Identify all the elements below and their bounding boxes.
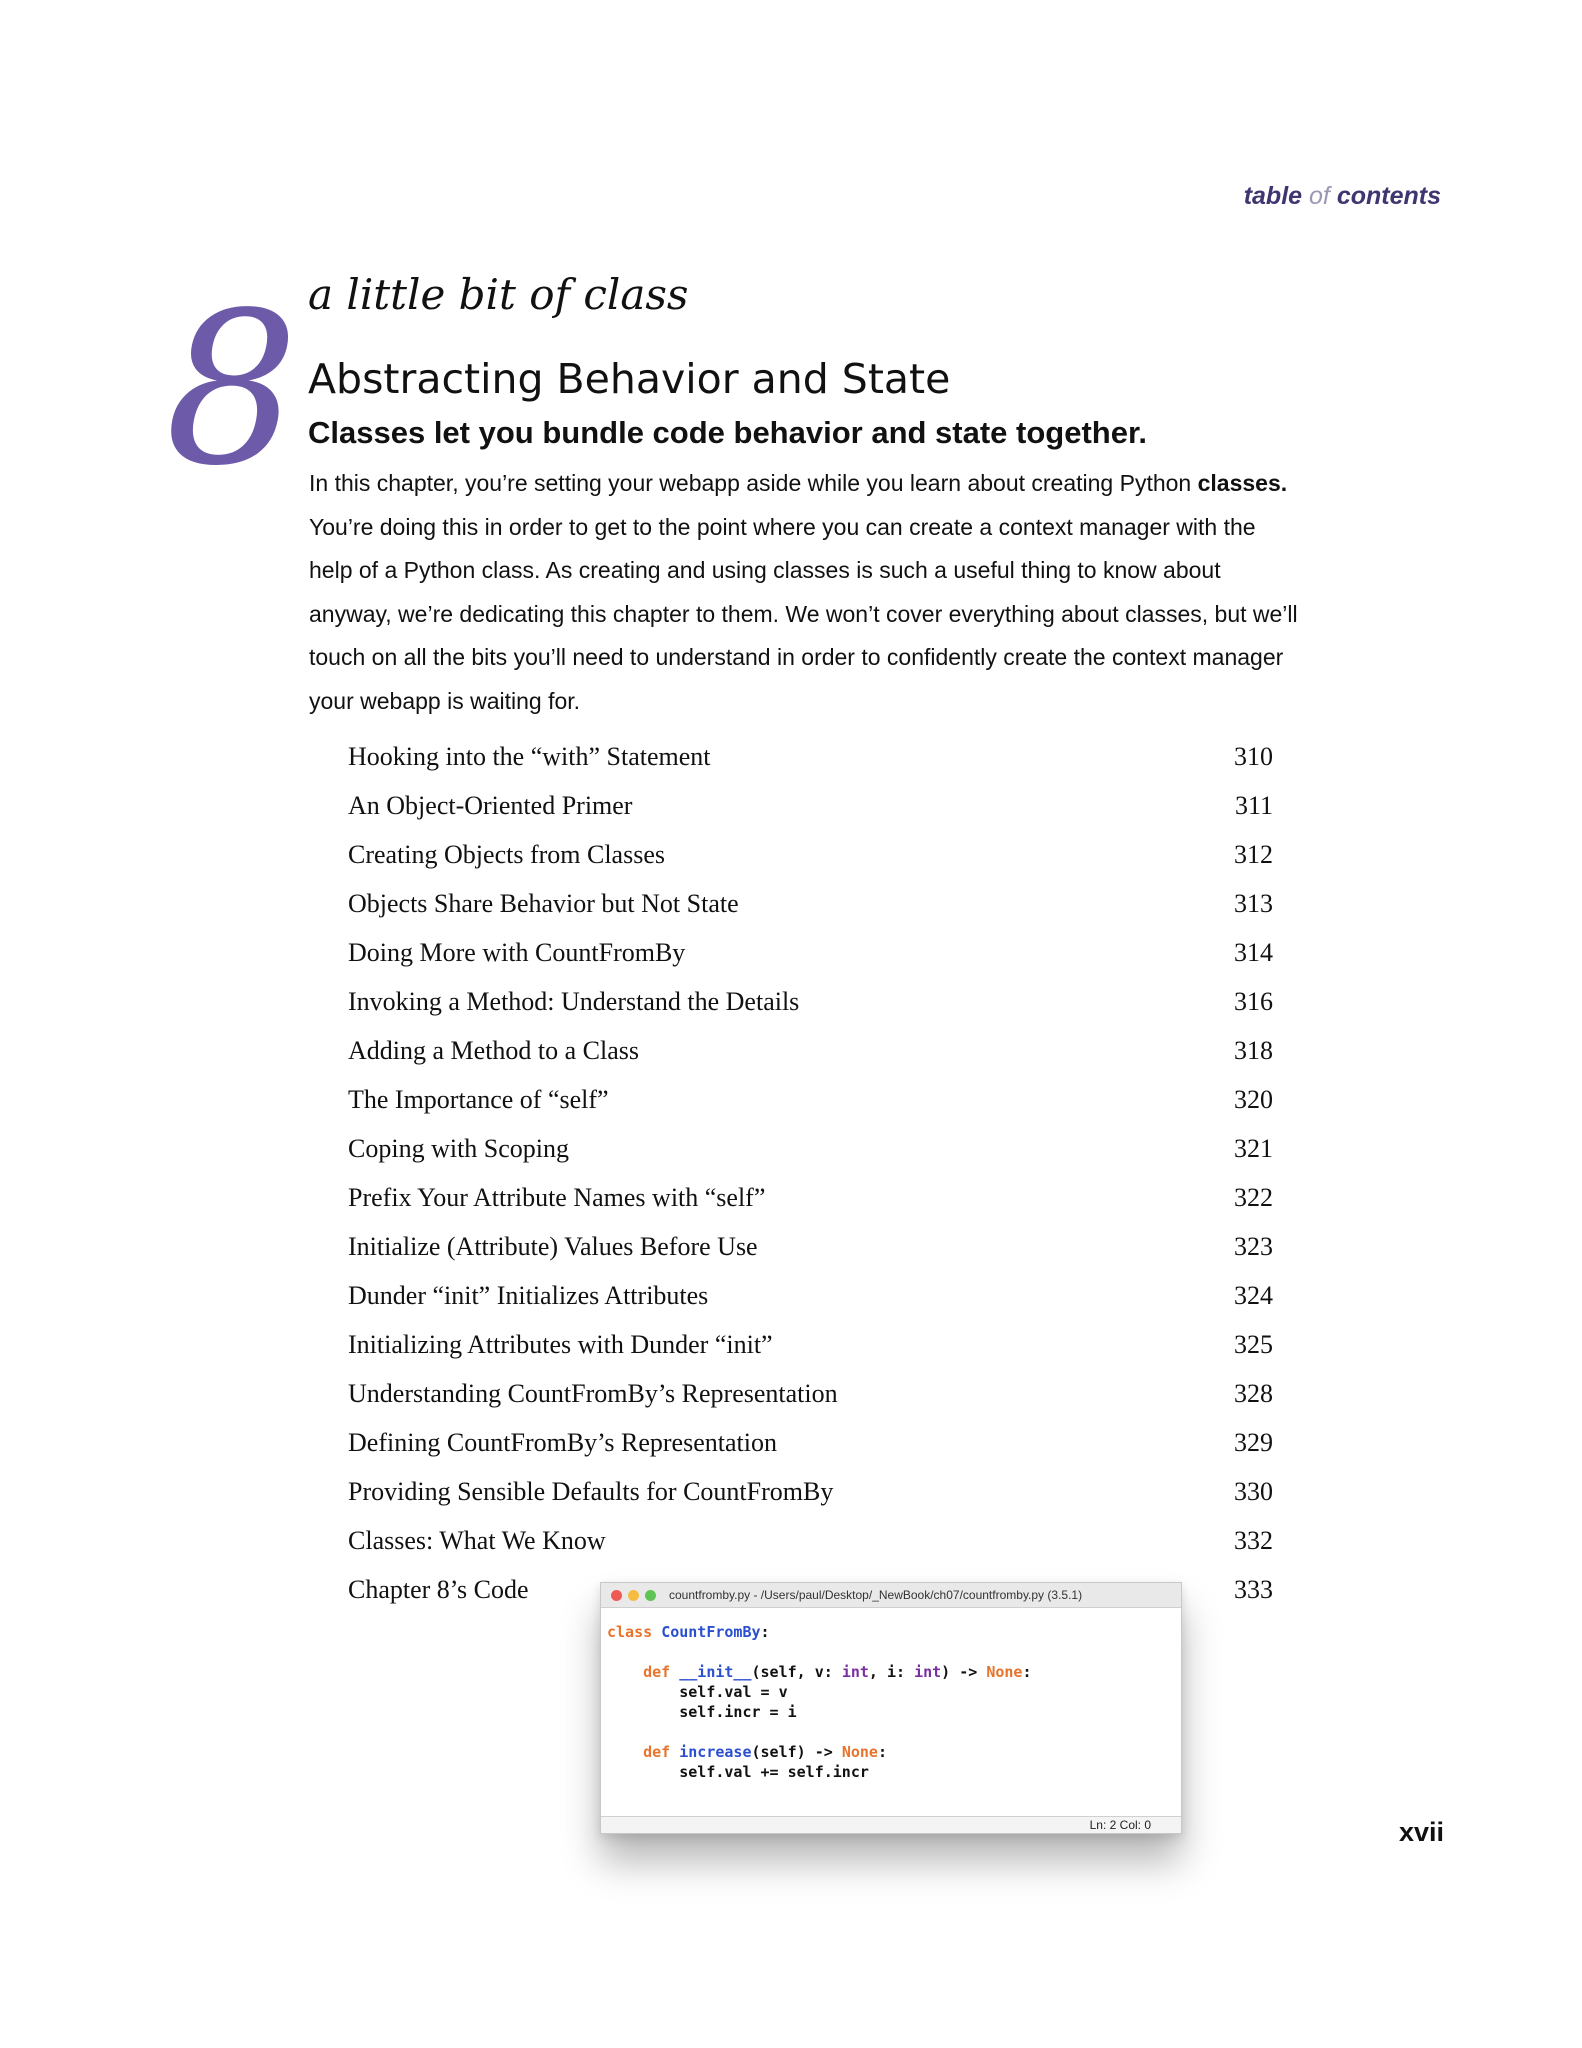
code-line: def __init__(self, v: int, i: int) -> None: — [643, 1663, 1032, 1681]
toc-entry[interactable] — [348, 781, 1273, 830]
code-window-titlebar — [601, 1583, 1181, 1608]
code-line: self.val = v — [679, 1683, 788, 1701]
cursor-position: Ln: 2 Col: 0 — [1089, 1818, 1151, 1832]
toc-entry-title: Doing More with CountFromBy — [348, 938, 686, 967]
toc-entry[interactable] — [348, 879, 1273, 928]
toc-entry[interactable] — [348, 1222, 1273, 1271]
minimize-window-icon[interactable] — [628, 1590, 639, 1601]
code-line: def increase(self) -> None: — [643, 1743, 887, 1761]
zoom-window-icon[interactable] — [645, 1590, 656, 1601]
toc-entry-page: 328 — [1234, 1379, 1273, 1408]
toc-entry-title: The Importance of “self” — [348, 1085, 609, 1114]
toc-entry-page: 316 — [1234, 987, 1273, 1016]
toc-entry-title: Adding a Method to a Class — [348, 1036, 640, 1065]
running-header-table: table — [1243, 182, 1303, 210]
toc-entry[interactable] — [348, 1418, 1273, 1467]
toc-entry[interactable] — [348, 1320, 1273, 1369]
toc-entry-page: 310 — [1234, 742, 1273, 771]
toc-entry[interactable] — [348, 1516, 1273, 1565]
chapter-title: Abstracting Behavior and State — [308, 355, 951, 403]
code-line: self.incr = i — [679, 1703, 797, 1721]
toc-entry-title: Defining CountFromBy’s Representation — [348, 1428, 777, 1457]
toc-entry-title: Objects Share Behavior but Not State — [348, 889, 739, 918]
intro-line: help of a Python class. As creating and using classes is such a useful thing to know about — [309, 557, 1221, 584]
toc-entry[interactable] — [348, 1271, 1273, 1320]
toc-entry-page: 312 — [1234, 840, 1273, 869]
toc-list — [348, 732, 1273, 1614]
chapter-number: 8 — [165, 267, 299, 512]
toc-entry[interactable] — [348, 1369, 1273, 1418]
toc-entry-title: Providing Sensible Defaults for CountFromBy — [348, 1477, 834, 1506]
toc-entry-title: Creating Objects from Classes — [348, 840, 665, 869]
code-line: class CountFromBy: — [607, 1623, 770, 1641]
toc-entry-title: Prefix Your Attribute Names with “self” — [348, 1183, 766, 1212]
intro-bold-word: classes. — [1197, 470, 1288, 496]
toc-entry-title: Invoking a Method: Understand the Details — [348, 987, 800, 1016]
page-number: xvii — [1398, 1817, 1444, 1847]
toc-entry-page: 318 — [1234, 1036, 1273, 1065]
toc-entry-page: 323 — [1234, 1232, 1273, 1261]
running-header — [1244, 182, 1441, 211]
code-editor-body[interactable] — [601, 1608, 1181, 1782]
toc-entry[interactable] — [348, 1075, 1273, 1124]
toc-entry-title: Dunder “init” Initializes Attributes — [348, 1281, 709, 1310]
toc-entry-title: Classes: What We Know — [348, 1526, 606, 1555]
intro-line: touch on all the bits you’ll need to understand in order to confidently create the context manager — [309, 644, 1284, 671]
toc-entry-page: 321 — [1234, 1134, 1273, 1163]
toc-entry-page: 330 — [1234, 1477, 1273, 1506]
toc-entry-title: An Object-Oriented Primer — [348, 791, 633, 820]
toc-entry[interactable] — [348, 1026, 1273, 1075]
toc-entry[interactable] — [348, 1467, 1273, 1516]
toc-entry-page: 314 — [1234, 938, 1273, 967]
toc-entry-page: 320 — [1234, 1085, 1273, 1114]
running-header-contents: contents — [1336, 182, 1441, 210]
toc-entry-title: Coping with Scoping — [348, 1134, 570, 1163]
toc-entry-page: 313 — [1234, 889, 1273, 918]
toc-entry-page: 325 — [1234, 1330, 1273, 1359]
toc-entry[interactable] — [348, 1173, 1273, 1222]
code-editor-window — [600, 1582, 1182, 1834]
toc-entry-page: 322 — [1234, 1183, 1273, 1212]
toc-entry[interactable] — [348, 830, 1273, 879]
chapter-subtitle: Classes let you bundle code behavior and state together. — [308, 415, 1147, 450]
toc-entry-page: 324 — [1234, 1281, 1273, 1310]
intro-line: In this chapter, you’re setting your webapp aside while you learn about creating Python classes. — [309, 470, 1288, 496]
toc-entry-title: Initialize (Attribute) Values Before Use — [348, 1232, 758, 1261]
toc-entry-title: Initializing Attributes with Dunder “init” — [348, 1330, 773, 1359]
toc-entry[interactable] — [348, 1124, 1273, 1173]
toc-entry-title: Understanding CountFromBy’s Representation — [348, 1379, 838, 1408]
chapter-kicker: a little bit of class — [308, 270, 689, 319]
code-status-bar — [601, 1816, 1181, 1833]
code-line — [607, 1642, 1175, 1662]
intro-line: anyway, we’re dedicating this chapter to them. We won’t cover everything about classes, but we’ll — [309, 600, 1298, 627]
code-line: self.val += self.incr — [679, 1763, 869, 1781]
code-line — [607, 1722, 1175, 1742]
toc-entry-title: Chapter 8’s Code — [348, 1575, 529, 1604]
toc-entry-page: 329 — [1234, 1428, 1273, 1457]
running-header-of: of — [1309, 182, 1330, 210]
toc-entry-title: Hooking into the “with” Statement — [348, 742, 711, 771]
toc-entry-page: 311 — [1234, 791, 1273, 820]
intro-line: your webapp is waiting for. — [309, 687, 581, 714]
toc-entry[interactable] — [348, 928, 1273, 977]
close-window-icon[interactable] — [611, 1590, 622, 1601]
toc-entry-page: 332 — [1234, 1526, 1273, 1555]
toc-entry[interactable] — [348, 977, 1273, 1026]
toc-entry[interactable] — [348, 732, 1273, 781]
toc-entry-page: 333 — [1234, 1575, 1273, 1604]
intro-line: You’re doing this in order to get to the point where you can create a context manager with the — [309, 513, 1256, 540]
chapter-intro — [309, 462, 1389, 724]
code-window-title: countfromby.py - /Users/paul/Desktop/_NewBook/ch07/countfromby.py (3.5.1) — [669, 1588, 1083, 1602]
